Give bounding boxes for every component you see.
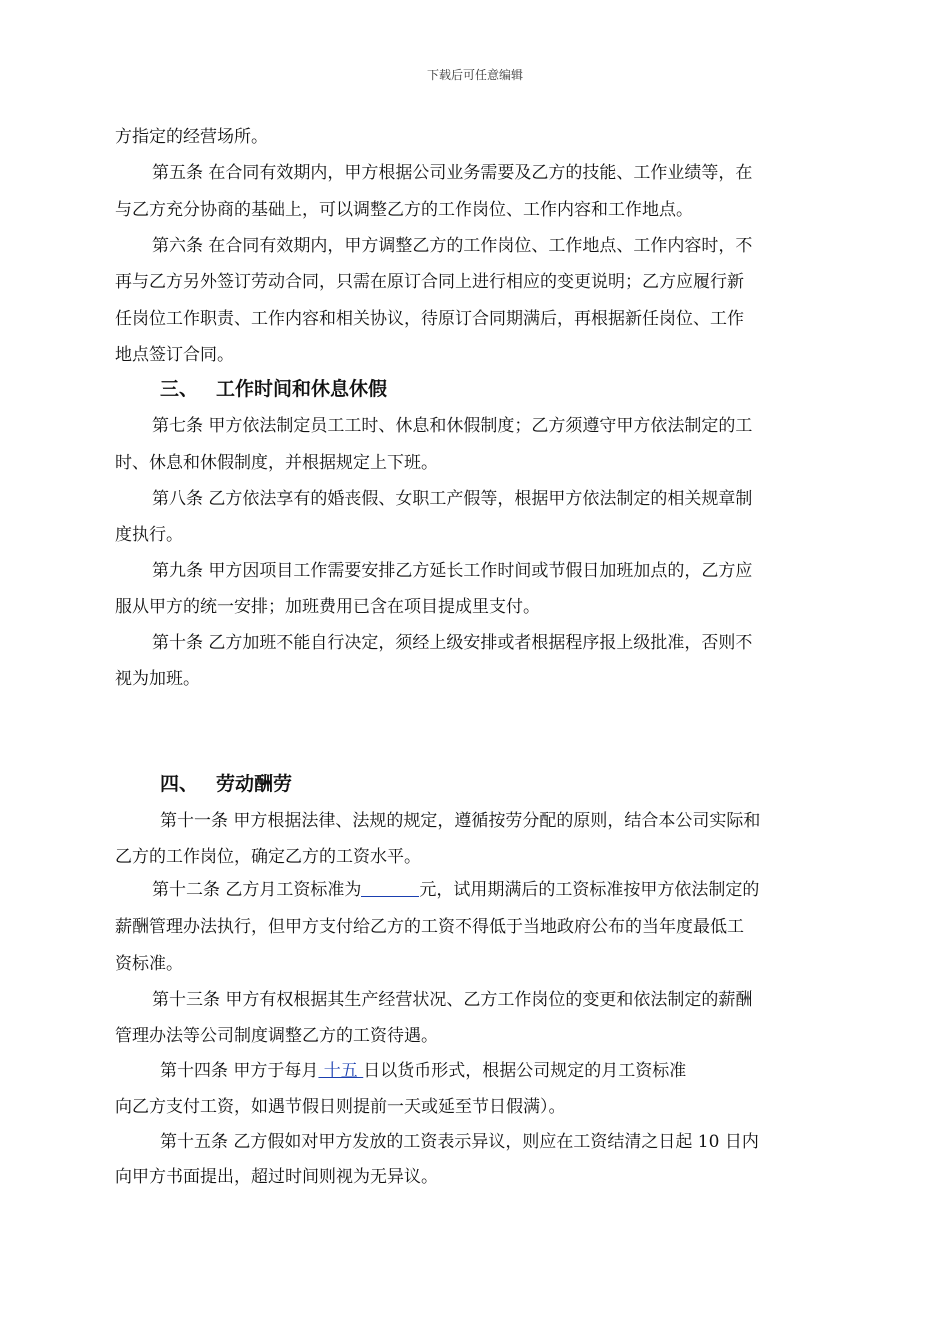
- paragraph-line: 与乙方充分协商的基础上，可以调整乙方的工作岗位、工作内容和工作地点。: [115, 200, 693, 220]
- paragraph-line: 乙方的工作岗位，确定乙方的工资水平。: [115, 847, 421, 867]
- section-heading-3: [160, 377, 387, 401]
- paragraph-line: 薪酬管理办法执行，但甲方支付给乙方的工资不得低于当地政府公布的当年度最低工: [115, 917, 744, 937]
- article-8-line: 第八条 乙方依法享有的婚丧假、女职工产假等，根据甲方依法制定的相关规章制: [152, 489, 753, 509]
- paragraph-line: 地点签订合同。: [115, 345, 234, 365]
- paragraph-line: 任岗位工作职责、工作内容和相关协议，待原订合同期满后，再根据新任岗位、工作: [115, 309, 744, 329]
- article-12-line: [152, 879, 877, 901]
- paragraph-line: 管理办法等公司制度调整乙方的工资待遇。: [115, 1026, 438, 1046]
- section-heading-4: [160, 772, 292, 796]
- section-title: 工作时间和休息休假: [216, 378, 388, 400]
- article-10-line: 第十条 乙方加班不能自行决定，须经上级安排或者根据程序报上级批准，否则不: [152, 633, 753, 653]
- paragraph-line: 向乙方支付工资，如遇节假日则提前一天或延至节日假满）。: [115, 1097, 566, 1117]
- paragraph-line: 时、休息和休假制度，并根据规定上下班。: [115, 453, 438, 473]
- paragraph-line: 服从甲方的统一安排；加班费用已含在项目提成里支付。: [115, 597, 540, 617]
- article-11-line: 第十一条 甲方根据法律、法规的规定，遵循按劳分配的原则，结合本公司实际和: [160, 811, 761, 831]
- article-7-line: 第七条 甲方依法制定员工工时、休息和休假制度；乙方须遵守甲方依法制定的工: [152, 416, 753, 436]
- article-6-line: 第六条 在合同有效期内，甲方调整乙方的工作岗位、工作地点、工作内容时，不: [152, 236, 753, 256]
- page-header: 下载后可任意编辑: [426, 68, 523, 82]
- section-title: 劳动酬劳: [216, 773, 293, 795]
- paragraph-line: 方指定的经营场所。: [115, 127, 268, 147]
- article-13-line: 第十三条 甲方有权根据其生产经营状况、乙方工作岗位的变更和依法制定的薪酬: [152, 990, 753, 1010]
- section-number: 四、: [160, 773, 199, 795]
- section-number: 三、: [160, 378, 199, 400]
- paragraph-line: 资标准。: [115, 954, 183, 974]
- article-14-text-cont: 日以货币形式，根据公司规定的月工资标准: [363, 1061, 687, 1081]
- article-9-line: 第九条 甲方因项目工作需要安排乙方延长工作时间或节假日加班加点的，乙方应: [152, 561, 753, 581]
- article-15-line: 第十五条 乙方假如对甲方发放的工资表示异议，则应在工资结清之日起 10 日内: [160, 1132, 759, 1152]
- article-14-line: [160, 1060, 885, 1082]
- article-12-text: 第十二条 乙方月工资标准为: [152, 880, 362, 900]
- payday-field[interactable]: 十五: [318, 1061, 364, 1081]
- article-14-text: 第十四条 甲方于每月: [160, 1061, 319, 1081]
- paragraph-line: 度执行。: [115, 525, 183, 545]
- paragraph-line: 再与乙方另外签订劳动合同，只需在原订合同上进行相应的变更说明；乙方应履行新: [115, 272, 744, 292]
- paragraph-line: 向甲方书面提出，超过时间则视为无异议。: [115, 1167, 438, 1187]
- article-12-text-cont: 元，试用期满后的工资标准按甲方依法制定的: [419, 880, 760, 900]
- salary-blank-field[interactable]: [361, 880, 419, 897]
- paragraph-line: 视为加班。: [115, 669, 200, 689]
- article-5-line: 第五条 在合同有效期内，甲方根据公司业务需要及乙方的技能、工作业绩等，在: [152, 163, 753, 183]
